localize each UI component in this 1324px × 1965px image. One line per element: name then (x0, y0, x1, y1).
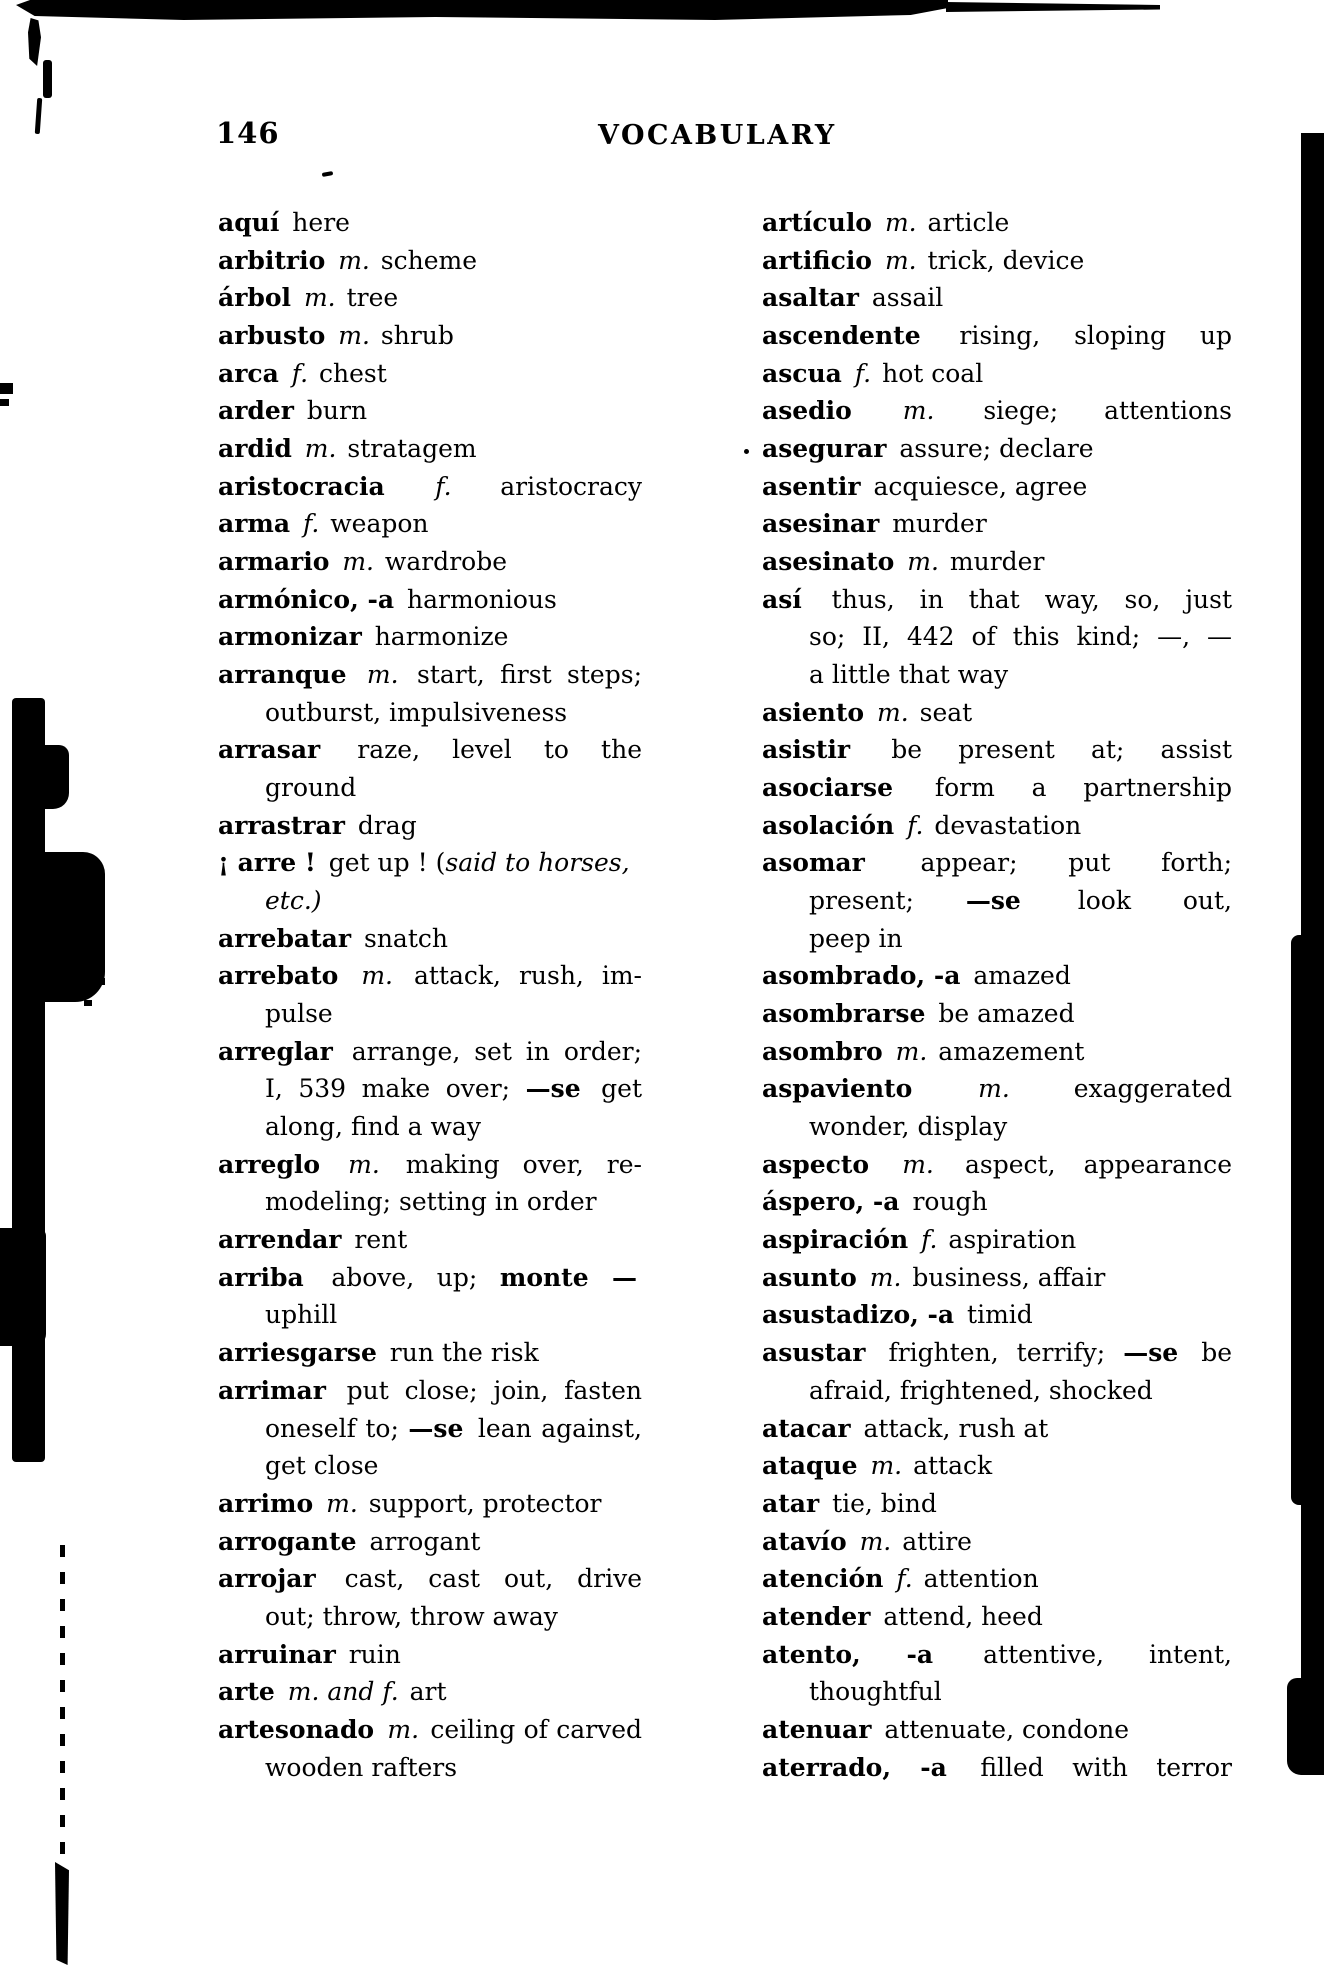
definition-text: burn (298, 396, 368, 426)
headword: asistir (762, 735, 851, 765)
dict-line (218, 279, 642, 317)
right-column (762, 204, 1232, 1786)
dict-line (762, 1560, 1232, 1598)
headword: atar (762, 1488, 820, 1518)
definition-text: business, affair (904, 1262, 1106, 1292)
headword: asedio (762, 396, 852, 426)
gender-label: f. (913, 1225, 938, 1255)
definition-text: above, up; (308, 1262, 500, 1292)
dict-line (762, 995, 1232, 1033)
definition-text: appear; put forth; (869, 848, 1232, 878)
headword: atención (762, 1564, 884, 1594)
definition-text: aspiration (940, 1225, 1077, 1255)
scan-artifact-speck-2 (744, 449, 749, 454)
headword: artificio (762, 245, 872, 275)
headword: árbol (218, 283, 292, 313)
definition-text: run the risk (381, 1338, 539, 1368)
scan-artifact-speck-1 (322, 171, 334, 177)
dict-line (218, 204, 642, 242)
dict-line (218, 392, 642, 430)
dict-line (218, 731, 642, 769)
dict-line (218, 1711, 642, 1749)
headword: asegurar (762, 434, 887, 464)
dict-line (762, 1447, 1232, 1485)
scan-artifact-top-left-1 (28, 18, 41, 66)
headword: aterrado, -a (762, 1752, 947, 1782)
definition-text: amazed (965, 961, 1071, 991)
dict-line (762, 1523, 1232, 1561)
definition-text: trick, device (919, 245, 1085, 275)
left-column (218, 204, 642, 1786)
headword: asaltar (762, 283, 859, 313)
definition-text: stratagem (339, 434, 477, 464)
gender-label: m. (877, 208, 917, 237)
headword: arrasar (218, 735, 321, 765)
definition-text: rising, sloping up (925, 321, 1232, 351)
headword: —se (1123, 1338, 1179, 1368)
definition-text: attenuate, condone (876, 1714, 1130, 1744)
dict-line (762, 1033, 1232, 1071)
dict-line (762, 1598, 1232, 1636)
dict-line (218, 505, 642, 543)
scan-artifact-right-strip-3 (1287, 1678, 1324, 1775)
gender-label: m. (887, 1036, 928, 1066)
headword: arbusto (218, 321, 326, 351)
definition-text: along, find a way (265, 1112, 481, 1142)
definition-text: uphill (265, 1300, 338, 1330)
headword: arreglo (218, 1149, 321, 1179)
definition-text: wooden rafters (265, 1752, 458, 1782)
definition-text: scheme (372, 245, 478, 275)
scan-artifact-top-left-2 (43, 60, 52, 98)
gender-label: m. (899, 547, 939, 577)
headword: aristocracia (218, 471, 385, 501)
gender-label: m. (343, 961, 393, 991)
definition-text: ground (265, 773, 357, 803)
headword: aspiración (762, 1225, 909, 1255)
definition-text: filled with terror (951, 1752, 1232, 1782)
headword: áspero, -a (762, 1187, 900, 1217)
dict-line (762, 392, 1232, 430)
headword: arma (218, 509, 291, 539)
gender-label: m. (851, 1526, 892, 1556)
headword: aspecto (762, 1149, 870, 1179)
definition-text: tree (338, 283, 399, 313)
dict-line (218, 1183, 642, 1221)
dict-line (218, 1108, 642, 1146)
definition-text: wonder, display (809, 1112, 1008, 1142)
definition-text: exaggerated (1012, 1074, 1232, 1104)
dict-line (218, 468, 642, 506)
dict-line (218, 1447, 642, 1485)
dict-line (218, 920, 642, 958)
headword: arrastrar (218, 810, 345, 840)
scan-artifact-bottom-left (55, 1862, 69, 1965)
definition-text: ruin (340, 1639, 401, 1669)
definition-text: chest (311, 358, 387, 388)
headword: artículo (762, 208, 872, 237)
headword: atacar (762, 1413, 851, 1443)
dict-line (218, 656, 642, 694)
headword: asombro (762, 1036, 883, 1066)
gender-label: m. (334, 547, 374, 577)
gender-label: said to horses, (445, 848, 630, 878)
definition-text: look out, (1025, 886, 1232, 916)
headword: arrebato (218, 961, 339, 991)
headword: asustadizo, -a (762, 1300, 955, 1330)
gender-label: m. (874, 1149, 934, 1179)
dict-line (762, 1296, 1232, 1334)
dict-line (218, 1372, 642, 1410)
definition-text: thoughtful (809, 1677, 942, 1707)
dict-line (762, 1749, 1232, 1787)
scan-artifact-left-blob-3 (0, 1228, 46, 1346)
dict-line (218, 430, 642, 468)
headword: arranque (218, 660, 347, 690)
headword: asentir (762, 471, 861, 501)
definition-text: modeling; setting in order (265, 1187, 597, 1217)
dict-line (218, 1598, 642, 1636)
gender-label: m. (351, 660, 399, 690)
gender-label: f. (295, 509, 320, 539)
gender-label: f. (283, 358, 309, 388)
definition-text: tie, bind (824, 1488, 937, 1518)
definition-text: siege; attentions (937, 396, 1233, 426)
headword: —se (408, 1413, 464, 1443)
dict-line (762, 317, 1232, 355)
dict-line (762, 694, 1232, 732)
headword: arrebatar (218, 923, 352, 953)
scan-artifact-left-tick-2 (0, 399, 9, 406)
dict-line (218, 1259, 642, 1297)
gender-label: m. (877, 245, 917, 275)
definition-text: be amazed (930, 999, 1075, 1029)
dict-line (218, 1146, 642, 1184)
headword: monte — (499, 1262, 637, 1292)
dict-line (762, 1673, 1232, 1711)
headword: aspaviento (762, 1074, 913, 1104)
dict-line (762, 1070, 1232, 1108)
headword: asomar (762, 848, 865, 878)
definition-text: drag (349, 810, 417, 840)
definition-text: attention (915, 1564, 1039, 1594)
definition-text: support, protector (360, 1488, 602, 1518)
headword: asociarse (762, 773, 894, 803)
definition-text: assure; declare (891, 434, 1094, 464)
headword: —se (965, 886, 1021, 916)
dict-line (762, 844, 1232, 882)
dict-line (762, 807, 1232, 845)
dict-line (218, 1070, 642, 1108)
definition-text: attend, heed (875, 1601, 1043, 1631)
gender-label: m. (296, 283, 336, 313)
headword: —se (525, 1074, 581, 1104)
definition-text: attack, rush, im- (396, 961, 642, 991)
headword: atento, -a (762, 1639, 934, 1669)
gender-label: m. (917, 1074, 1010, 1104)
headword: asunto (762, 1262, 857, 1292)
dict-line (218, 1485, 642, 1523)
dict-line (762, 882, 1232, 920)
scan-artifact-top-bar (16, 0, 948, 20)
headword: arrogante (218, 1526, 357, 1556)
definition-text: get close (265, 1451, 379, 1481)
scan-artifact-left-blob-2 (12, 852, 105, 1002)
definition-text: oneself to; (265, 1413, 409, 1443)
dict-line (218, 769, 642, 807)
dict-line (762, 1334, 1232, 1372)
definition-text: article (919, 208, 1010, 237)
dict-line (218, 1334, 642, 1372)
scan-artifact-top-left-3 (35, 98, 42, 134)
scan-artifact-left-tick-1 (0, 383, 13, 394)
headword: arte (218, 1677, 275, 1707)
dict-line (218, 1221, 642, 1259)
page-title: VOCABULARY (598, 120, 837, 151)
headword: atender (762, 1601, 871, 1631)
definition-text: be (1183, 1338, 1232, 1368)
definition-text: afraid, frightened, shocked (809, 1375, 1153, 1405)
dict-line (762, 279, 1232, 317)
headword: arreglar (218, 1036, 333, 1066)
dict-line (218, 355, 642, 393)
headword: atenuar (762, 1714, 872, 1744)
headword: ardid (218, 434, 292, 464)
dict-line (762, 769, 1232, 807)
scan-artifact-left-blob-1 (12, 745, 69, 809)
gender-label: m. (330, 245, 370, 275)
headword: atavío (762, 1526, 847, 1556)
definition-text: ceiling of carved (422, 1714, 642, 1744)
definition-text: raze, level to the (325, 735, 642, 765)
definition-text: arrogant (361, 1526, 481, 1556)
gender-label: m. (861, 1262, 902, 1292)
dict-line (218, 844, 642, 882)
headword: asesinato (762, 547, 895, 577)
headword: arca (218, 358, 279, 388)
gender-label: m. (856, 396, 935, 426)
gender-label: f. (899, 810, 924, 840)
gender-label: m. (862, 1451, 903, 1481)
gender-label: f. (846, 358, 872, 388)
headword: ascendente (762, 321, 921, 351)
definition-text: attack, rush at (855, 1413, 1049, 1443)
definition-text: attack (905, 1451, 993, 1481)
definition-text: form a partnership (898, 773, 1232, 803)
scan-artifact-dot-4 (84, 1000, 92, 1006)
headword: arriba (218, 1262, 304, 1292)
dict-line (762, 242, 1232, 280)
gender-label: m. (296, 434, 337, 464)
definition-text: outburst, impulsiveness (265, 697, 568, 727)
headword: arrendar (218, 1225, 342, 1255)
dict-line (218, 694, 642, 732)
dict-line (218, 882, 642, 920)
headword: armonizar (218, 622, 362, 652)
definition-text: out; throw, throw away (265, 1601, 558, 1631)
dict-line (762, 468, 1232, 506)
headword: arruinar (218, 1639, 336, 1669)
dict-line (762, 1108, 1232, 1146)
headword: ataque (762, 1451, 858, 1481)
page-number: 146 (216, 116, 280, 150)
dict-line (762, 543, 1232, 581)
dict-line (218, 1636, 642, 1674)
scan-artifact-dot-2 (90, 956, 96, 962)
dict-line (218, 543, 642, 581)
gender-label: m. (379, 1714, 420, 1744)
headword: asustar (762, 1338, 866, 1368)
gender-label: m. (869, 697, 909, 727)
gender-label: f. (389, 471, 452, 501)
headword: ascua (762, 358, 842, 388)
definition-text: snatch (356, 923, 448, 953)
dict-line (762, 920, 1232, 958)
scan-artifact-dot-3 (99, 978, 105, 985)
definition-text: weapon (322, 509, 429, 539)
definition-text: get (585, 1074, 642, 1104)
definition-text: acquiesce, agree (865, 471, 1088, 501)
dict-line (762, 957, 1232, 995)
dict-line (218, 807, 642, 845)
definition-text: get up ! ( (320, 848, 446, 878)
definition-text: arrange, set in order; (337, 1036, 642, 1066)
definition-text: harmonize (366, 622, 509, 652)
headword: arrojar (218, 1564, 316, 1594)
gender-label: m. (330, 321, 370, 351)
definition-text: murder (941, 547, 1045, 577)
dict-line (762, 656, 1232, 694)
headword: armónico, -a (218, 584, 395, 614)
definition-text: attentive, intent, (938, 1639, 1232, 1669)
definition-text: so; II, 442 of this kind; —, — (809, 622, 1232, 652)
dict-line (218, 1749, 642, 1787)
dict-line (762, 581, 1232, 619)
dict-line (218, 995, 642, 1033)
headword: asesinar (762, 509, 880, 539)
headword: asiento (762, 697, 865, 727)
dict-line (762, 1636, 1232, 1674)
definition-text: assail (863, 283, 944, 313)
definition-text: murder (884, 509, 987, 539)
gender-label: m. (325, 1149, 380, 1179)
definition-text: a little that way (809, 660, 1009, 690)
definition-text: devastation (926, 810, 1082, 840)
definition-text: amazement (930, 1036, 1085, 1066)
dict-line (762, 618, 1232, 656)
gender-label: m. (318, 1488, 358, 1518)
headword: armario (218, 547, 330, 577)
definition-text: aristocracy (454, 471, 642, 501)
headword: artesonado (218, 1714, 375, 1744)
headword: asombrarse (762, 999, 926, 1029)
definition-text: put close; join, fasten (330, 1375, 642, 1405)
dict-line (218, 1673, 642, 1711)
dict-line (762, 1485, 1232, 1523)
definition-text: attire (894, 1526, 972, 1556)
definition-text: peep in (809, 923, 903, 953)
headword: así (762, 584, 802, 614)
scan-artifact-left-strip (12, 698, 45, 1462)
dict-line (762, 731, 1232, 769)
dict-line (218, 618, 642, 656)
definition-text: aspect, appearance (936, 1149, 1232, 1179)
headword: arder (218, 396, 294, 426)
dict-line (218, 1296, 642, 1334)
definition-text: rent (346, 1225, 408, 1255)
definition-text: lean against, (468, 1413, 642, 1443)
definition-text: wardrobe (376, 547, 507, 577)
scan-artifact-dot-1 (96, 928, 103, 936)
dict-line (218, 1523, 642, 1561)
definition-text: thus, in that way, so, just (806, 584, 1232, 614)
definition-text: cast, cast out, drive (320, 1564, 642, 1594)
dict-line (762, 505, 1232, 543)
gender-label: f. (888, 1564, 913, 1594)
headword: asombrado, -a (762, 961, 961, 991)
dict-line (218, 581, 642, 619)
dict-line (762, 1146, 1232, 1184)
dict-line (762, 430, 1232, 468)
dict-line (762, 1711, 1232, 1749)
definition-text: start, first steps; (401, 660, 642, 690)
dict-line (218, 1410, 642, 1448)
definition-text: here (284, 208, 350, 237)
headword: arbitrio (218, 245, 326, 275)
dict-line (218, 317, 642, 355)
headword: arrimar (218, 1375, 326, 1405)
dict-line (218, 242, 642, 280)
headword: ¡ arre ! (218, 848, 316, 878)
dict-line (762, 1372, 1232, 1410)
dict-line (762, 1221, 1232, 1259)
definition-text: present; (809, 886, 966, 916)
definition-text: rough (904, 1187, 988, 1217)
definition-text: art (401, 1677, 447, 1707)
scan-artifact-right-strip-2 (1291, 935, 1324, 1505)
dict-line (218, 1033, 642, 1071)
definition-text: making over, re- (382, 1149, 642, 1179)
definition-text: shrub (372, 321, 454, 351)
headword: asolación (762, 810, 895, 840)
headword: aquí (218, 208, 280, 237)
definition-text: I, 539 make over; (265, 1074, 526, 1104)
definition-text: hot coal (874, 358, 984, 388)
dict-line (762, 355, 1232, 393)
dict-line (218, 957, 642, 995)
definition-text: pulse (265, 999, 333, 1029)
dict-line (218, 1560, 642, 1598)
headword: arrimo (218, 1488, 314, 1518)
dict-line (762, 204, 1232, 242)
scan-artifact-top-bar-tail (946, 2, 1160, 12)
definition-text: frighten, terrify; (870, 1338, 1124, 1368)
gender-label: m. and f. (279, 1677, 399, 1707)
headword: arriesgarse (218, 1338, 377, 1368)
dict-line (762, 1259, 1232, 1297)
scan-artifact-dotted-line (60, 1545, 65, 1860)
gender-label: etc.) (265, 886, 322, 916)
dict-line (762, 1410, 1232, 1448)
dict-line (762, 1183, 1232, 1221)
definition-text: be present at; assist (855, 735, 1232, 765)
definition-text: seat (911, 697, 973, 727)
definition-text: harmonious (399, 584, 557, 614)
definition-text: timid (959, 1300, 1033, 1330)
